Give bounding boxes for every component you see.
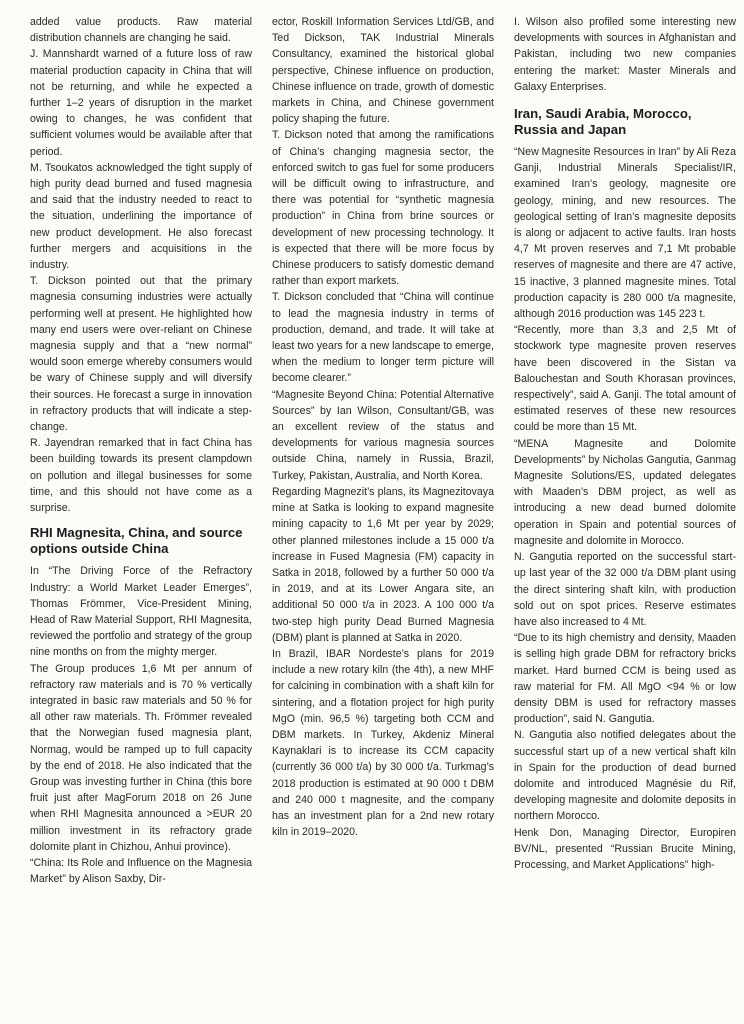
paragraph: “Recently, more than 3,3 and 2,5 Mt of stockwork type magnesite proven reserves have been discovered in the Sistan va Balouchestan and South Khorasan provinces, respectively”, said A. Ganji. The total amount of estimated reserves of these new resources could be more than 15 Mt. [514,324,736,434]
paragraph: “Due to its high chemistry and density, Maaden is selling high grade DBM for refractory bricks market. Hard burned CCM is being used as raw material for FM. All MgO <94 % or low density DBM is used for refractory masses production”, said N. Gangutia. [514,632,736,726]
paragraph: N. Gangutia also notified delegates about the successful start up of a new vertical shaft kiln in Spain for the production of dead burned dolomite and introduced Magnésie du Rif, developing magnesite and dolomite deposits in northern Morocco. [514,729,736,823]
paragraph: added value products. Raw material distribution channels are changing he said. [30,16,252,45]
section-heading: RHI Magnesita, China, and source options outside China [30,525,243,557]
paragraph: T. Dickson noted that among the ramifications of China’s changing magnesia sector, the enforced switch to gas fuel for some producers will be difficult owing to infrastructure, and there was potential for “synthetic magnesia production” in China from brine sources or development of new processing technology. It is expected that there will be more focus by Chinese producers to satisfy domestic demand rather than export markets. [272,129,494,288]
paragraph: The Group produces 1,6 Mt per annum of refractory raw materials and is 70 % vertically integrated in basic raw materials and 50 % for all other raw materials. Th. Frömmer revealed that the Norwegian fused magnesia plant, Normag, would be ramped up to full capacity by the end of 2018. He also indicated that the Group was investing further in China (this bore fruit just after MagForum 2018 on 26 June when RHI Magnesita announced a >EUR 20 million investment in its refractory grade dolomite plant in Chizhou, Anhui province). [30,662,252,853]
paragraph: Henk Don, Managing Director, Europiren BV/NL, presented “Russian Brucite Mining, Processing, and Market Applications” high- [514,826,736,871]
paragraph: “China: Its Role and Influence on the Magnesia Market” by Alison Saxby, Dir- [30,856,252,886]
paragraph: “Magnesite Beyond China: Potential Alternative Sources” by Ian Wilson, Consultant/GB, was an excellent review of the status and developments for various magnesia sources outside China, namely in Russia, Brazil, Turkey, Pakistan, Australia, and North Korea. [272,388,494,482]
paragraph: R. Jayendran remarked that in fact China has been building towards its present clampdown on pollution and illegal businesses for some time, and this should not have come as a surprise. [30,437,252,515]
column-3 [514,14,736,1024]
column-1 [30,14,252,1024]
paragraph: N. Gangutia reported on the successful start-up last year of the 32 000 t/a DBM plant using the direct sintering shaft kiln, with production sold out on spot prices. Reserve estimates have also increased to 4 Mt. [514,551,736,628]
paragraph: T. Dickson pointed out that the primary magnesia consuming industries were actually performing well at present. He highlighted how many end users were over-reliant on Chinese magnesia supply and that a “new normal” would soon emerge whereby consumers would be wary of Chinese supply and will diversify their sources. He forecast a surge in innovation in refractory products that will indicate a step-change. [30,275,252,434]
paragraph: J. Mannshardt warned of a future loss of raw material production capacity in China that will not be returning, and while he expected a further 1–2 years of disruption in the market owing to changes, he was confident that sufficient volumes would be available after that period. [30,48,252,158]
paragraph: T. Dickson concluded that “China will continue to lead the magnesia industry in terms of production, demand, and trade. It will take at least two years for a new landscape to emerge, when the medium to longer term picture will become clearer.” [272,291,494,385]
paragraph: I. Wilson also profiled some interesting new developments with sources in Afghanistan and Pakistan, including two new companies entering the market: Master Minerals and Galaxy Enterprises. [514,16,736,93]
paragraph: “MENA Magnesite and Dolomite Developments” by Nicholas Gangutia, Ganmag Magnesite Solutions/ES, updated delegates with Maaden’s DBM project, as well as introducing a new dead burned dolomite operation in Spain and potential sources of magnesite and dolomite in Morocco. [514,437,736,547]
section-heading: Iran, Saudi Arabia, Morocco, Russia and Japan [514,106,692,138]
paragraph: In “The Driving Force of the Refractory Industry: a World Market Leader Emerges”, Thomas Frömmer, Vice-President Mining, Head of Raw Material Support, RHI Magnesita, reviewed the portfolio and strategy of the group nine months on from the mighty merger. [30,565,252,659]
paragraph: “New Magnesite Resources in Iran” by Ali Reza Ganji, Industrial Minerals Specialist/IR, examined Iran’s geology, magnesite ore geology, mining, and new resources. The geological setting of Iran’s magnesite deposits is along or adjacent to active faults. Iran hosts 4,7 Mt proven reserves and 7,1 Mt probable reserves of magnesite and there are 47 active, 15 inactive, 3 planned magnesite mines. Total production capacity is 280 000 t/a magnesite, although 2016 production was 145 223 t. [514,146,736,321]
paragraph: Regarding Magnezit’s plans, its Magnezitovaya mine at Satka is looking to expand magnesite mining capacity to 1,6 Mt per year by 2029; other planned milestones include a 15 000 t/a increase in Fused Magnesia (FM) capacity in Satka in 2018, followed by a further 50 000 t/a in 2019, and at its Lower Angara site, an additional 50 000 t/a in 2023. A 100 000 t/a two-step high purity Dead Burned Magnesia (DBM) plant is planned at Satka in 2020. [272,485,494,644]
paragraph: ector, Roskill Information Services Ltd/GB, and Ted Dickson, TAK Industrial Minerals Consultancy, examined the historical global perspective, Chinese influence on production, Chinese influence on trade, growth of domestic markets in China, and Chinese government policy shaping the future. [272,16,494,126]
column-2 [272,14,494,1024]
paragraph: M. Tsoukatos acknowledged the tight supply of high purity dead burned and fused magnesia and said that the industry needed to react to the situation, underlining the importance of new product development. He also forecast further mergers and acquisitions in the industry. [30,161,252,272]
paragraph: In Brazil, IBAR Nordeste’s plans for 2019 include a new rotary kiln (the 4th), a new MHF for calcining in combination with a shaft kiln for sintering, and a flotation project for high purity MgO (min. 96,5 %) targeting both CCM and DBM markets. In Turkey, Akdeniz Mineral Kaynaklari is to increase its CCM capacity (currently 36 000 t/a) by 30 000 t/a. Turkmag’s 2018 production is estimated at 90 000 t DBM and 240 000 t magnesite, and the company has an investment plan for a 2nd new rotary kiln in 2019–2020. [272,647,494,839]
